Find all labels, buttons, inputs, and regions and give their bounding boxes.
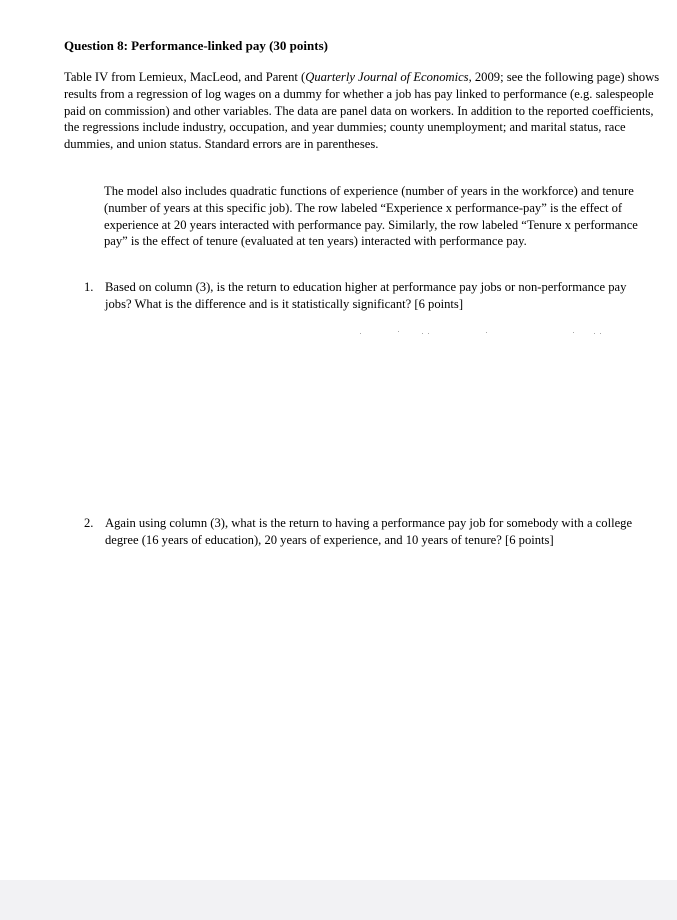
- question-title: Question 8: Performance-linked pay (30 points): [64, 38, 328, 53]
- intro-suffix: , 2009; see the following page) shows results from a regression of log wages on a dummy for whether a job has pay linked to performance (e.g. salespeople paid on commission) and other variables. The data are panel data on workers. In addition to the reported coefficients, the regressions include industry, occupation, and year dummies; county unemployment; and marital status, race dummies, and union status. Standard errors are in parentheses.: [64, 70, 660, 152]
- scan-speck: [573, 332, 574, 333]
- question-number: 1.: [84, 280, 94, 294]
- viewer-bottom-band: [0, 880, 677, 920]
- scan-speck: [360, 333, 361, 334]
- scan-speck: [600, 333, 601, 334]
- model-note-paragraph: The model also includes quadratic functions of experience (number of years in the workforce) and tenure (number of years at this specific job). The row labeled “Experience x performance-pay” is the effect of experience at 20 years interacted with performance pay. Similarly, the row labeled “Tenure x performance pay” is the effect of tenure (evaluated at ten years) interacted with performance pay.: [104, 184, 638, 249]
- scan-speck: [486, 332, 487, 333]
- scan-artifacts: [360, 330, 610, 336]
- question-text: Based on column (3), is the return to education higher at performance pay jobs or non-performance pay jobs? What is the difference and is it statistically significant? [6 points]: [105, 280, 627, 311]
- question-text: Again using column (3), what is the return to having a performance pay job for somebody with a college degree (16 years of education), 20 years of experience, and 10 years of tenure? [6 points]: [105, 516, 633, 547]
- intro-paragraph: [64, 69, 660, 153]
- scan-speck: [594, 333, 595, 334]
- question-number: 2.: [84, 516, 94, 530]
- scan-speck: [398, 331, 399, 332]
- journal-name: Quarterly Journal of Economics: [305, 70, 469, 84]
- scan-speck: [428, 333, 429, 334]
- scan-speck: [422, 333, 423, 334]
- intro-prefix: Table IV from Lemieux, MacLeod, and Parent (: [64, 70, 306, 84]
